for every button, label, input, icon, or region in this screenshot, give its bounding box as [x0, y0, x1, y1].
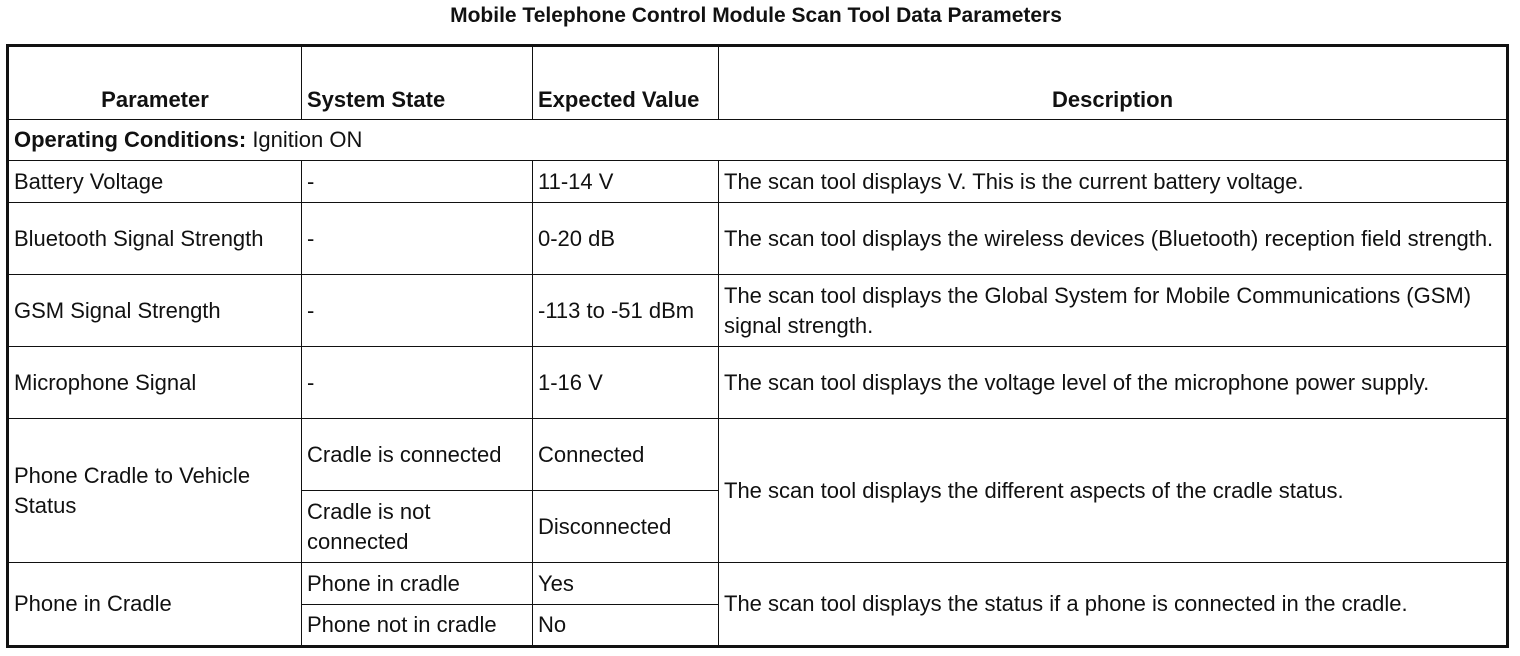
page-title: Mobile Telephone Control Module Scan Tool Data Parameters — [450, 4, 1062, 27]
expected-value-cell: 1-16 V — [533, 347, 719, 419]
header-expected-value: Expected Value — [533, 46, 719, 120]
description-cell: The scan tool displays V. This is the current battery voltage. — [719, 161, 1508, 203]
table-row — [8, 161, 1508, 203]
table-row — [8, 275, 1508, 347]
system-state-cell: - — [302, 275, 533, 347]
parameter-cell: Bluetooth Signal Strength — [8, 203, 302, 275]
header-description: Description — [719, 46, 1508, 120]
expected-value-cell: 11-14 V — [533, 161, 719, 203]
description-cell: The scan tool displays the different aspects of the cradle status. — [719, 419, 1508, 563]
description-cell: The scan tool displays the Global System for Mobile Communications (GSM) signal strength. — [719, 275, 1508, 347]
scan-tool-parameters-table — [6, 44, 1509, 648]
parameter-cell: Phone Cradle to Vehicle Status — [8, 419, 302, 563]
parameter-cell: GSM Signal Strength — [8, 275, 302, 347]
expected-value-cell: Disconnected — [533, 491, 719, 563]
table-header-row — [8, 46, 1508, 120]
expected-value-cell: Yes — [533, 563, 719, 605]
expected-value-cell: 0-20 dB — [533, 203, 719, 275]
table-row — [8, 347, 1508, 419]
system-state-cell: Cradle is connected — [302, 419, 533, 491]
parameter-cell: Battery Voltage — [8, 161, 302, 203]
table-row — [8, 563, 1508, 605]
system-state-cell: Phone in cradle — [302, 563, 533, 605]
expected-value-cell: Connected — [533, 419, 719, 491]
expected-value-cell: No — [533, 605, 719, 647]
expected-value-cell: -113 to -51 dBm — [533, 275, 719, 347]
table-row — [8, 203, 1508, 275]
system-state-cell: - — [302, 203, 533, 275]
table-row — [8, 419, 1508, 491]
operating-conditions-cell — [8, 120, 1508, 161]
parameter-cell: Microphone Signal — [8, 347, 302, 419]
system-state-cell: Cradle is not connected — [302, 491, 533, 563]
operating-conditions-label: Operating Conditions: — [14, 127, 247, 152]
system-state-cell: Phone not in cradle — [302, 605, 533, 647]
operating-conditions-value: Ignition ON — [246, 127, 363, 152]
system-state-cell: - — [302, 347, 533, 419]
description-cell: The scan tool displays the status if a phone is connected in the cradle. — [719, 563, 1508, 647]
header-parameter: Parameter — [8, 46, 302, 120]
system-state-cell: - — [302, 161, 533, 203]
header-system-state: System State — [302, 46, 533, 120]
parameter-cell: Phone in Cradle — [8, 563, 302, 647]
operating-conditions-row — [8, 120, 1508, 161]
description-cell: The scan tool displays the voltage level of the microphone power supply. — [719, 347, 1508, 419]
description-cell: The scan tool displays the wireless devices (Bluetooth) reception field strength. — [719, 203, 1508, 275]
